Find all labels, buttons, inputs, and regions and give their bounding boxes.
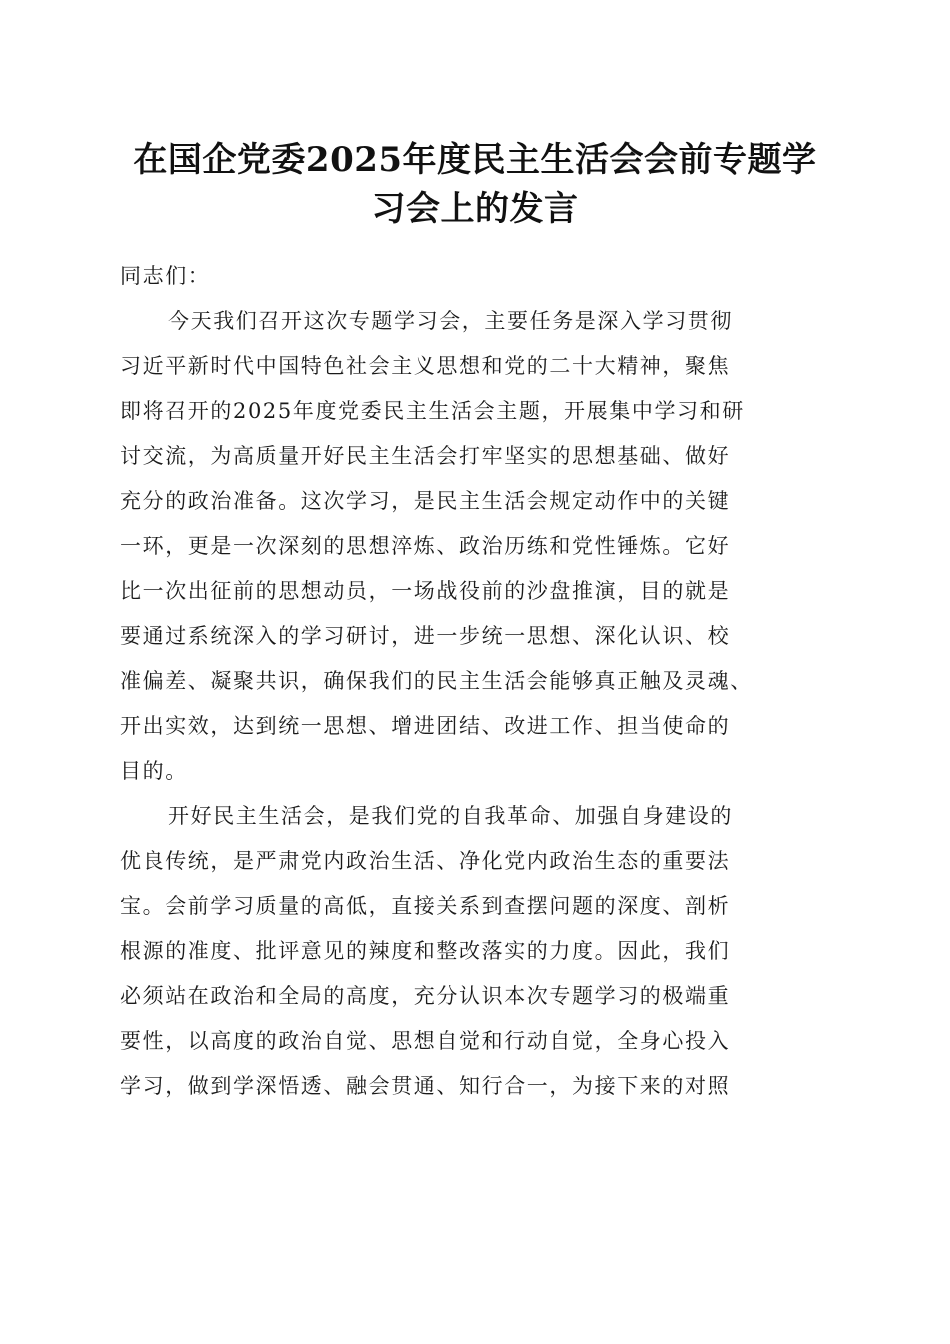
paragraph-line: 开好民主生活会，是我们党的自我革命、加强自身建设的: [168, 804, 733, 828]
paragraph-line: 优良传统，是严肃党内政治生活、净化党内政治生态的重要法: [120, 849, 731, 873]
document-body: [120, 254, 832, 1109]
paragraph-2: [120, 794, 832, 1109]
paragraph-line: 准偏差、凝聚共识，确保我们的民主生活会能够真正触及灵魂、: [120, 669, 753, 693]
paragraph-line: 讨交流，为高质量开好民主生活会打牢坚实的思想基础、做好: [120, 444, 731, 468]
paragraph-line: 学习，做到学深悟透、融会贯通、知行合一，为接下来的对照: [120, 1074, 731, 1098]
paragraph-line: 目的。: [120, 759, 188, 783]
paragraph-line: 习近平新时代中国特色社会主义思想和党的二十大精神，聚焦: [120, 354, 731, 378]
paragraph-line: 比一次出征前的思想动员，一场战役前的沙盘推演，目的就是: [120, 579, 731, 603]
paragraph-line: 宝。会前学习质量的高低，直接关系到查摆问题的深度、剖析: [120, 894, 731, 918]
paragraph-line: 充分的政治准备。这次学习，是民主生活会规定动作中的关键: [120, 489, 731, 513]
paragraph-line: 根源的准度、批评意见的辣度和整改落实的力度。因此，我们: [120, 939, 731, 963]
paragraph-line: 要性，以高度的政治自觉、思想自觉和行动自觉，全身心投入: [120, 1029, 731, 1053]
paragraph-line: 开出实效，达到统一思想、增进团结、改进工作、担当使命的: [120, 714, 731, 738]
salutation: 同志们：: [120, 264, 211, 288]
paragraph-line: 一环，更是一次深刻的思想淬炼、政治历练和党性锤炼。它好: [120, 534, 731, 558]
paragraph-line: 今天我们召开这次专题学习会，主要任务是深入学习贯彻: [168, 309, 733, 333]
title-line-1: 在国企党委2025年度民主生活会会前专题学: [133, 140, 817, 180]
document-title: [110, 136, 840, 234]
paragraph-line: 必须站在政治和全局的高度，充分认识本次专题学习的极端重: [120, 984, 731, 1008]
title-line-2: 习会上的发言: [371, 189, 579, 229]
paragraph-line: 要通过系统深入的学习研讨，进一步统一思想、深化认识、校: [120, 624, 731, 648]
paragraph-1: [120, 299, 832, 794]
paragraph-line: 即将召开的2025年度党委民主生活会主题，开展集中学习和研: [120, 399, 745, 423]
